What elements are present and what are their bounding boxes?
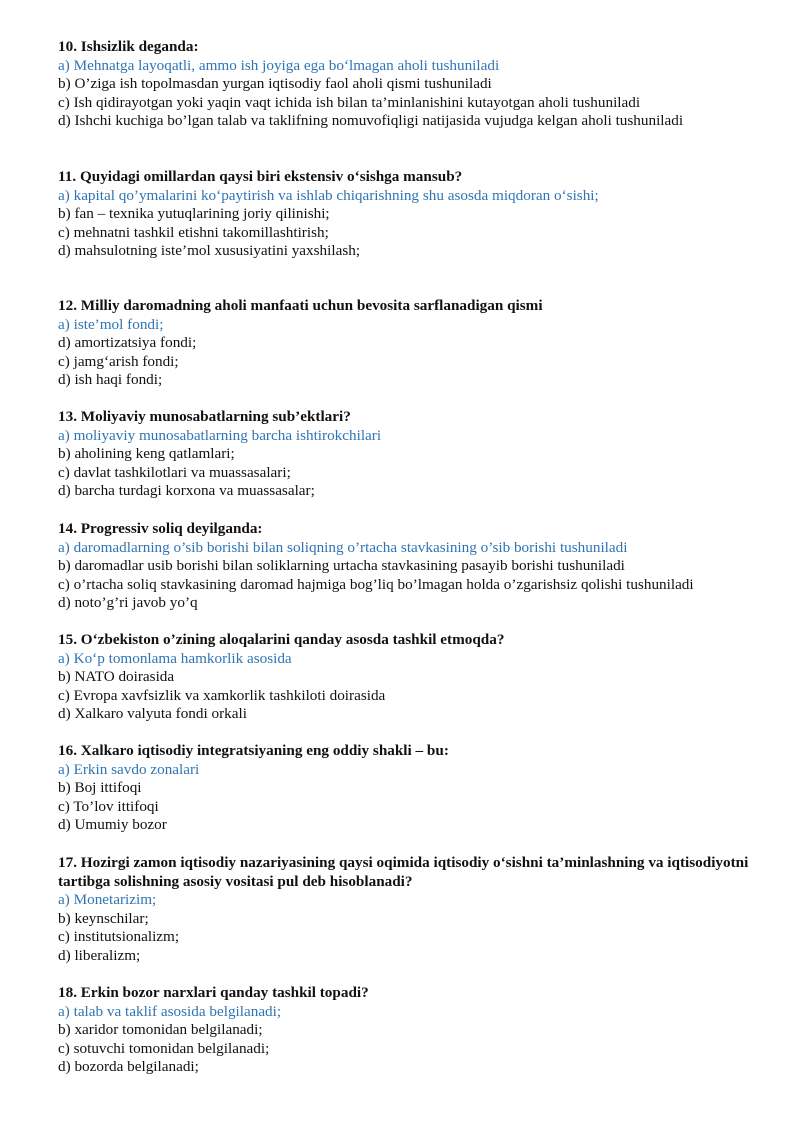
correct-answer-option: a) Monetarizim; bbox=[58, 891, 157, 908]
question-title: 12. Milliy daromadning aholi manfaati uchun bevosita sarflanadigan qismi bbox=[58, 297, 543, 314]
answer-option: d) ish haqi fondi; bbox=[58, 371, 163, 388]
answer-option: b) NATO doirasida bbox=[58, 668, 175, 685]
answer-option: c) mehnatni tashkil etishni takomillashtirish; bbox=[58, 223, 329, 241]
question-title: 11. Quyidagi omillardan qaysi biri ekstensiv o‘sishga mansub? bbox=[58, 168, 463, 185]
answer-option: d) amortizatsiya fondi; bbox=[58, 334, 197, 351]
answer-option: d) Xalkaro valyuta fondi orkali bbox=[58, 705, 247, 722]
question-12 bbox=[58, 297, 758, 390]
answer-option: d) bozorda belgilanadi; bbox=[58, 1058, 199, 1075]
correct-answer-option: a) Erkin savdo zonalari bbox=[58, 760, 200, 778]
answer-option: c) Evropa xavfsizlik va xamkorlik tashkiloti doirasida bbox=[58, 686, 386, 704]
question-title: 18. Erkin bozor narxlari qanday tashkil topadi? bbox=[58, 984, 369, 1001]
answer-option: c) institutsionalizm; bbox=[58, 928, 180, 945]
correct-answer-option: a) Mehnatga layoqatli, ammo ish joyiga ega bo‘lmagan aholi tushuniladi bbox=[58, 56, 500, 74]
question-18 bbox=[58, 984, 758, 1077]
answer-option: c) davlat tashkilotlari va muassasalari; bbox=[58, 463, 291, 481]
question-title: 10. Ishsizlik deganda: bbox=[58, 38, 199, 55]
question-15 bbox=[58, 631, 758, 724]
answer-option: d) Ishchi kuchiga bo’lgan talab va taklifning nomuvofiqligi natijasida vujudga kelgan aholi tushuniladi bbox=[58, 112, 684, 129]
correct-answer-option: a) iste’mol fondi; bbox=[58, 315, 164, 333]
answer-option: b) xaridor tomonidan belgilanadi; bbox=[58, 1021, 263, 1038]
correct-answer-option: a) moliyaviy munosabatlarning barcha ishtirokchilari bbox=[58, 426, 382, 444]
answer-option: d) mahsulotning iste’mol xususiyatini yaxshilash; bbox=[58, 242, 361, 259]
question-title: 17. Hozirgi zamon iqtisodiy nazariyasining qaysi oqimida iqtisodiy o‘sishni ta’minlashning va iqtisodiyotni tartibga solishning asosiy vositasi pul deb hisoblanadi? bbox=[58, 854, 749, 890]
answer-option: b) fan – texnika yutuqlarining joriy qilinishi; bbox=[58, 205, 330, 222]
answer-option: c) To’lov ittifoqi bbox=[58, 797, 159, 815]
answer-option: c) o’rtacha soliq stavkasining daromad hajmiga bog’liq bo’lmagan holda o’zgarishsiz qolishi tushuniladi bbox=[58, 575, 694, 593]
answer-option: c) jamg‘arish fondi; bbox=[58, 352, 179, 370]
answer-option: c) Ish qidirayotgan yoki yaqin vaqt ichida ish bilan ta’minlanishini kutayotgan aholi tushuniladi bbox=[58, 93, 641, 111]
correct-answer-option: a) Ko‘p tomonlama hamkorlik asosida bbox=[58, 649, 292, 667]
question-14 bbox=[58, 520, 758, 613]
question-16 bbox=[58, 742, 758, 835]
answer-option: b) daromadlar usib borishi bilan soliklarning urtacha stavkasining pasayib borishi tushuniladi bbox=[58, 557, 625, 574]
answer-option: b) O’ziga ish topolmasdan yurgan iqtisodiy faol aholi qismi tushuniladi bbox=[58, 75, 492, 92]
question-11 bbox=[58, 168, 758, 261]
question-17 bbox=[58, 854, 758, 965]
correct-answer-option: a) daromadlarning o’sib borishi bilan soliqning o’rtacha stavkasining o’sib borishi tushuniladi bbox=[58, 538, 628, 556]
answer-option: d) noto’g’ri javob yo’q bbox=[58, 594, 198, 611]
question-title: 15. O‘zbekiston o’zining aloqalarini qanday asosda tashkil etmoqda? bbox=[58, 631, 505, 648]
question-13 bbox=[58, 408, 758, 501]
correct-answer-option: a) kapital qo’ymalarini ko‘paytirish va ishlab chiqarishning shu asosda miqdoran o‘sishi; bbox=[58, 186, 599, 204]
question-title: 16. Xalkaro iqtisodiy integratsiyaning eng oddiy shakli – bu: bbox=[58, 742, 449, 759]
question-title: 14. Progressiv soliq deyilganda: bbox=[58, 520, 263, 537]
correct-answer-option: a) talab va taklif asosida belgilanadi; bbox=[58, 1002, 282, 1020]
question-title: 13. Moliyaviy munosabatlarning sub’ektlari? bbox=[58, 408, 351, 425]
answer-option: d) barcha turdagi korxona va muassasalar; bbox=[58, 482, 315, 499]
answer-option: d) Umumiy bozor bbox=[58, 816, 167, 833]
answer-option: b) Boj ittifoqi bbox=[58, 779, 142, 796]
question-10 bbox=[58, 38, 758, 131]
answer-option: b) keynschilar; bbox=[58, 909, 149, 927]
answer-option: c) sotuvchi tomonidan belgilanadi; bbox=[58, 1039, 270, 1057]
answer-option: d) liberalizm; bbox=[58, 946, 141, 964]
answer-option: b) aholining keng qatlamlari; bbox=[58, 445, 235, 462]
